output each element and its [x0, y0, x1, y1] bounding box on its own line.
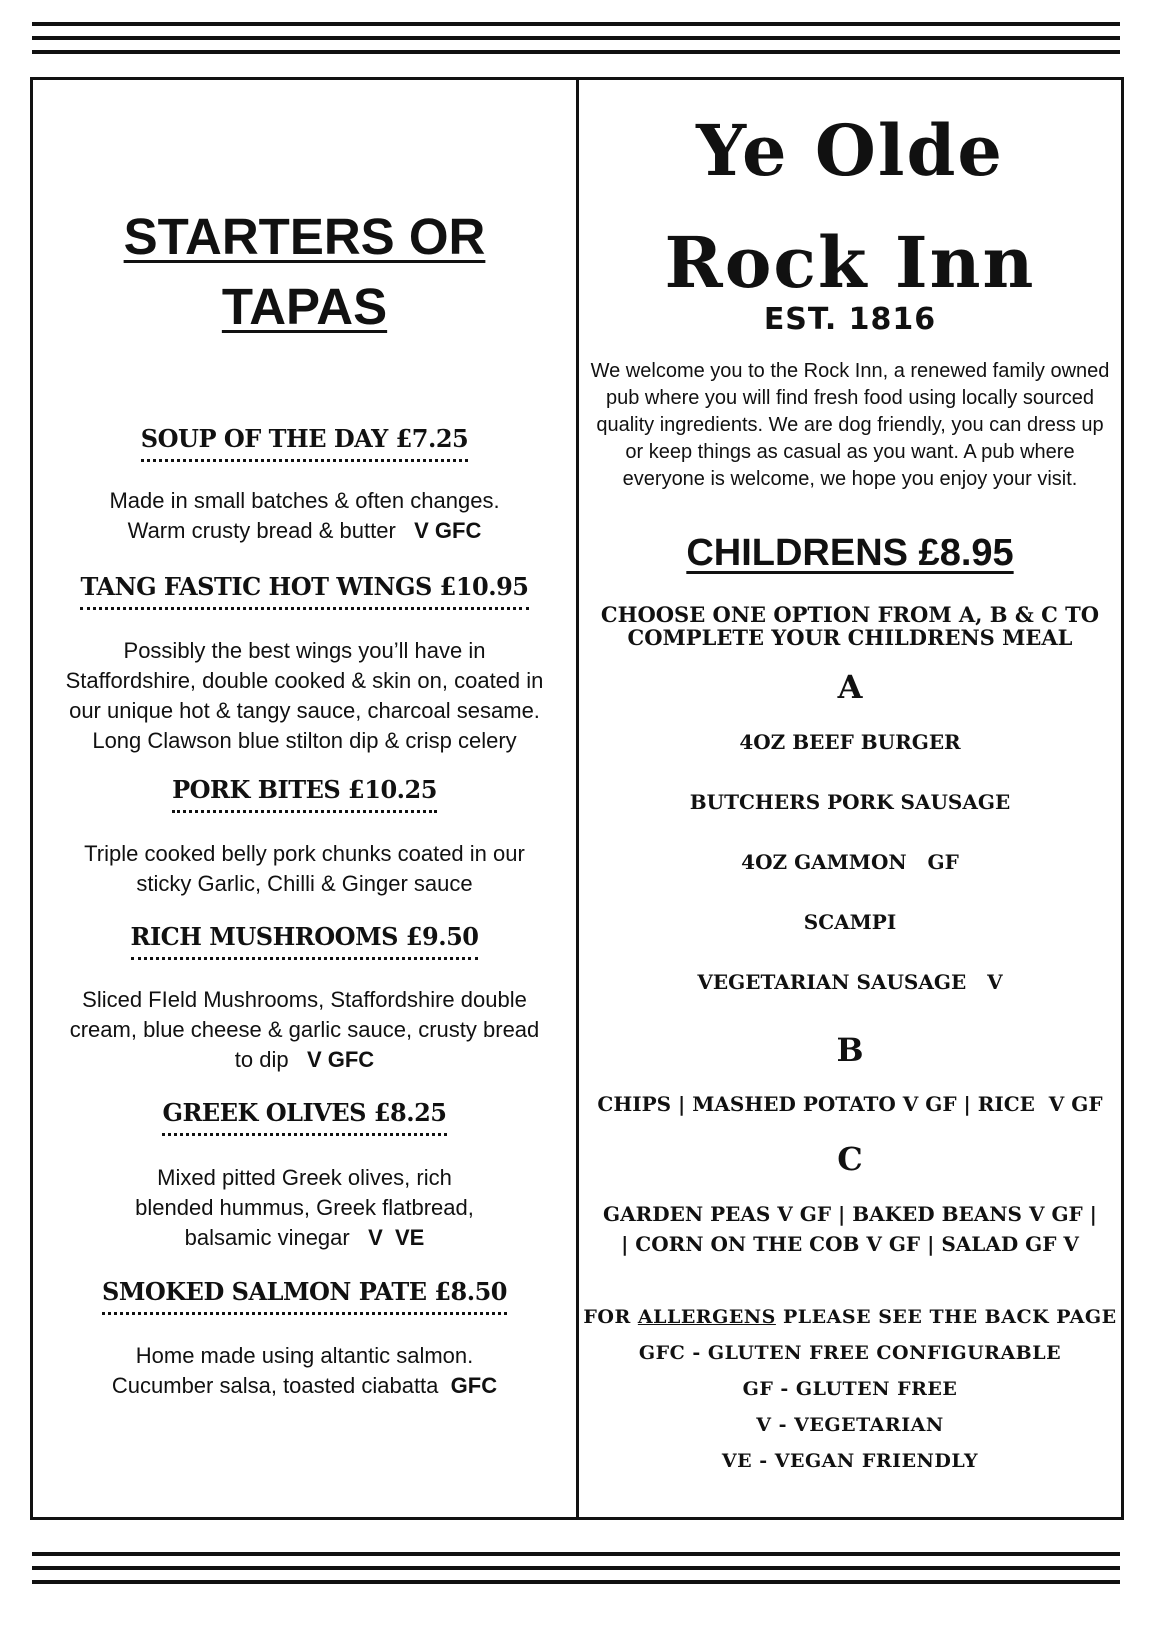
- top-rule-2: [32, 36, 1120, 40]
- legend-v: V - VEGETARIAN: [756, 1414, 944, 1436]
- group-letter-c: C: [837, 1140, 863, 1178]
- top-rule-1: [32, 22, 1120, 26]
- dietary-tags: V VE: [368, 1225, 425, 1250]
- dietary-tags: V GFC: [306, 1047, 375, 1072]
- welcome-text: We welcome you to the Rock Inn, a renewed family owned pub where you will find fresh food using locally sourced quality ingredients. We are dog friendly, you can dress up or keep things as casual as you want. A pub where everyone is welcome, we hope you enjoy your visit.: [590, 360, 1110, 490]
- legend-gf: GF - GLUTEN FREE: [742, 1378, 958, 1400]
- option-a: SCAMPI: [803, 910, 897, 934]
- menu-item-title: RICH MUSHROOMS £9.50: [33, 922, 576, 960]
- option-a: 4OZ BEEF BURGER: [739, 730, 961, 754]
- menu-item-desc: Sliced FIeld Mushrooms, Staffordshire double cream, blue cheese & garlic sauce, crusty bread to dip V GFC: [69, 987, 540, 1072]
- group-letter-b: B: [836, 1031, 864, 1069]
- option-a: 4OZ GAMMON GF: [741, 850, 959, 874]
- option-a: BUTCHERS PORK SAUSAGE: [689, 790, 1011, 814]
- option-c: GARDEN PEAS V GF | BAKED BEANS V GF | | CORN ON THE COB V GF | SALAD GF V: [603, 1202, 1097, 1256]
- bottom-rule-2: [32, 1566, 1120, 1570]
- established-year: EST. 1816: [763, 302, 937, 337]
- menu-item-title: SMOKED SALMON PATE £8.50: [33, 1277, 576, 1315]
- option-b: CHIPS | MASHED POTATO V GF | RICE V GF: [597, 1092, 1103, 1116]
- starters-title: STARTERS OR TAPAS: [123, 208, 486, 335]
- option-a: VEGETARIAN SAUSAGE V: [697, 970, 1003, 994]
- menu-item-title: GREEK OLIVES £8.25: [33, 1098, 576, 1136]
- menu-item-desc: Made in small batches & often changes. Warm crusty bread & butter V GFC: [109, 488, 500, 543]
- menu-item-desc: Home made using altantic salmon. Cucumber salsa, toasted ciabatta GFC: [111, 1343, 498, 1398]
- menu-item-title: SOUP OF THE DAY £7.25: [33, 424, 576, 462]
- menu-item-desc: Possibly the best wings you’ll have in Staffordshire, double cooked & skin on, coated in our unique hot & tangy sauce, charcoal sesame. Long Clawson blue stilton dip & crisp celery: [65, 638, 544, 753]
- menu-item-title: PORK BITES £10.25: [33, 775, 576, 813]
- bottom-rule-1: [32, 1552, 1120, 1556]
- pub-logo: Ye Olde Rock Inn: [664, 109, 1036, 304]
- menu-item-desc: Mixed pitted Greek olives, rich blended hummus, Greek flatbread, balsamic vinegar V VE: [135, 1165, 474, 1250]
- childrens-title: CHILDRENS £8.95: [686, 532, 1014, 574]
- allergens-note: FOR ALLERGENS PLEASE SEE THE BACK PAGE: [583, 1306, 1117, 1328]
- menu-item-desc: Triple cooked belly pork chunks coated in our sticky Garlic, Chilli & Ginger sauce: [84, 841, 525, 896]
- dietary-tags: GFC: [450, 1373, 498, 1398]
- bottom-rule-3: [32, 1580, 1120, 1584]
- top-rule-3: [32, 50, 1120, 54]
- legend-ve: VE - VEGAN FRIENDLY: [721, 1450, 979, 1472]
- menu-item-title: TANG FASTIC HOT WINGS £10.95: [33, 572, 576, 610]
- group-letter-a: A: [837, 668, 863, 706]
- legend-gfc: GFC - GLUTEN FREE CONFIGURABLE: [638, 1342, 1062, 1364]
- childrens-instructions: CHOOSE ONE OPTION FROM A, B & C TO COMPLETE YOUR CHILDRENS MEAL: [600, 602, 1100, 650]
- dietary-tags: V GFC: [414, 518, 482, 543]
